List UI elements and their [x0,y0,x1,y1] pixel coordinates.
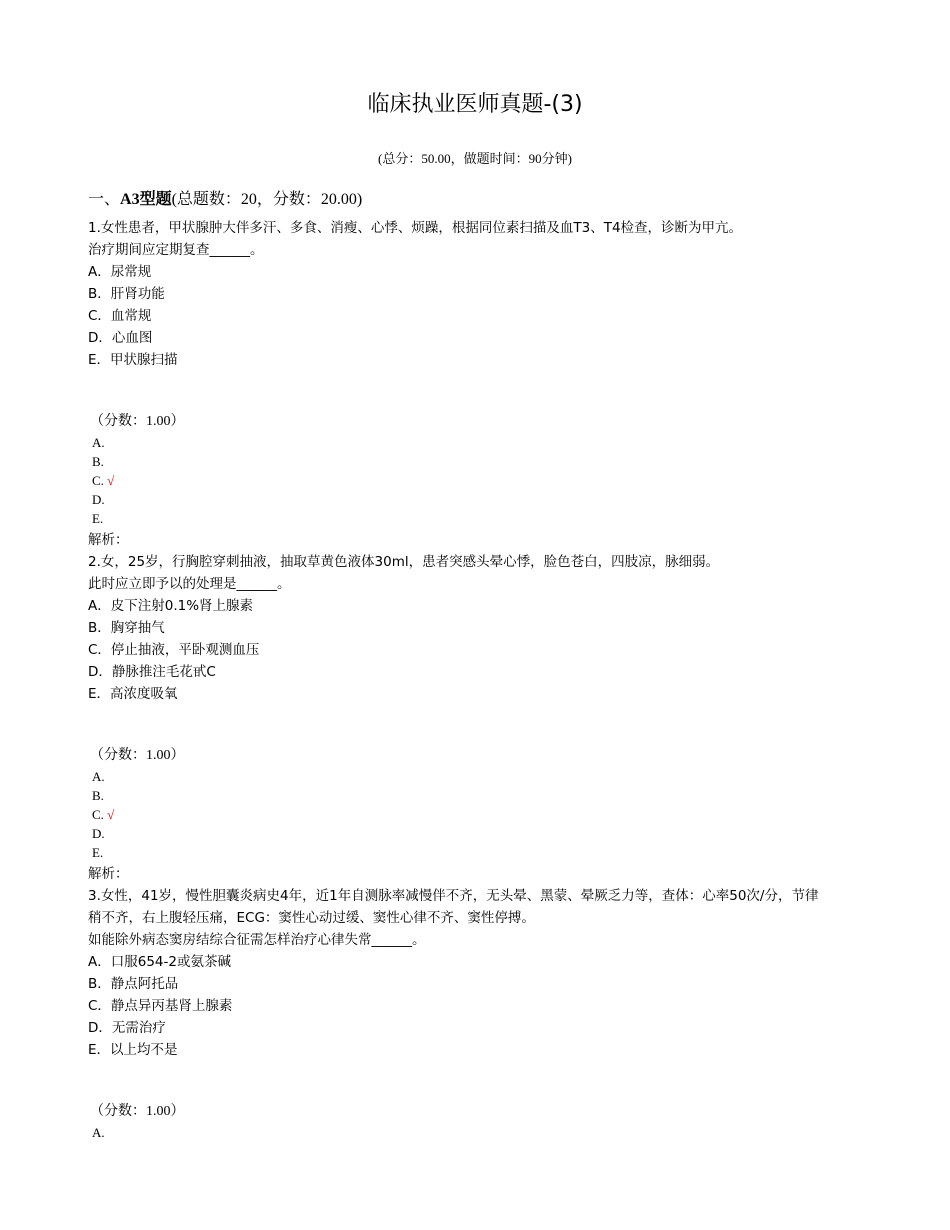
q2-answer-e: E. [92,845,104,860]
q1-answer-a: A. [92,435,105,450]
q2-score: （分数：1.00） [90,748,185,763]
question-3-stem-cont: 稍不齐，右上腹轻压痛，ECG：窦性心动过缓、窦性心律不齐、窦性停搏。 [88,910,535,926]
q2-analysis: 解析： [88,866,129,882]
q1-answer-d: D. [92,492,105,507]
q2-option-d: D．静脉推注毛花甙C [88,664,216,680]
q1-answer-e: E. [92,511,104,526]
q1-answer-b: B. [92,454,104,469]
section-name: A3型题 [120,191,172,208]
exam-meta: (总分：50.00，做题时间：90分钟) [378,151,572,166]
question-3-stem: 3.女性，41岁，慢性胆囊炎病史4年，近1年自测脉率减慢伴不齐，无头晕、黑蒙、晕厥乏力等，查体：心率50次/分，节律 [88,888,819,904]
q3-option-a: A．口服654-2或氨茶碱 [88,954,231,970]
q3-option-b: B．静点阿托品 [88,976,179,992]
q3-option-c: C．静点异丙基肾上腺素 [88,998,233,1014]
page-title: 临床执业医师真题-(3) [367,92,583,117]
q2-option-e: E．高浓度吸氧 [88,686,178,702]
q3-option-d: D．无需治疗 [88,1020,166,1036]
q1-answer-c [92,472,114,490]
q1-correct-check-icon: √ [107,473,115,488]
question-2-stem: 2.女，25岁，行胸腔穿刺抽液，抽取草黄色液体30ml，患者突感头晕心悸，脸色苍白，四肢凉，脉细弱。 [88,554,720,570]
section-heading [88,188,362,211]
q1-analysis: 解析： [88,532,129,548]
question-2-prompt: 此时应立即予以的处理是______。 [88,576,291,592]
q3-score: （分数：1.00） [90,1104,185,1119]
q2-correct-check-icon: √ [107,807,115,822]
q2-option-a: A．皮下注射0.1%肾上腺素 [88,598,254,614]
section-prefix: 一、 [88,189,121,208]
q2-answer-a: A. [92,769,105,784]
q2-answer-b: B. [92,788,104,803]
q2-answer-c [92,806,114,824]
q1-option-e: E．甲状腺扫描 [88,352,178,368]
question-1-prompt: 治疗期间应定期复查______。 [88,242,264,258]
section-info: (总题数：20，分数：20.00) [171,191,363,208]
q1-option-d: D．心血图 [88,330,153,346]
q3-option-e: E．以上均不是 [88,1042,178,1058]
q2-option-c: C．停止抽液，平卧观测血压 [88,642,260,658]
q2-option-b: B．胸穿抽气 [88,620,165,636]
q1-answer-c-label: C. [92,473,104,488]
q1-score: （分数：1.00） [90,414,185,429]
q3-answer-a: A. [92,1125,105,1140]
question-3-prompt: 如能除外病态窦房结综合征需怎样治疗心律失常______。 [88,932,426,948]
q1-option-a: A．尿常规 [88,264,152,280]
q2-answer-d: D. [92,826,105,841]
q1-option-b: B．肝肾功能 [88,286,165,302]
q2-answer-c-label: C. [92,807,104,822]
q1-option-c: C．血常规 [88,308,152,324]
question-1-stem: 1.女性患者，甲状腺肿大伴多汗、多食、消瘦、心悸、烦躁，根据同位素扫描及血T3、T4检查，诊断为甲亢。 [88,220,743,236]
